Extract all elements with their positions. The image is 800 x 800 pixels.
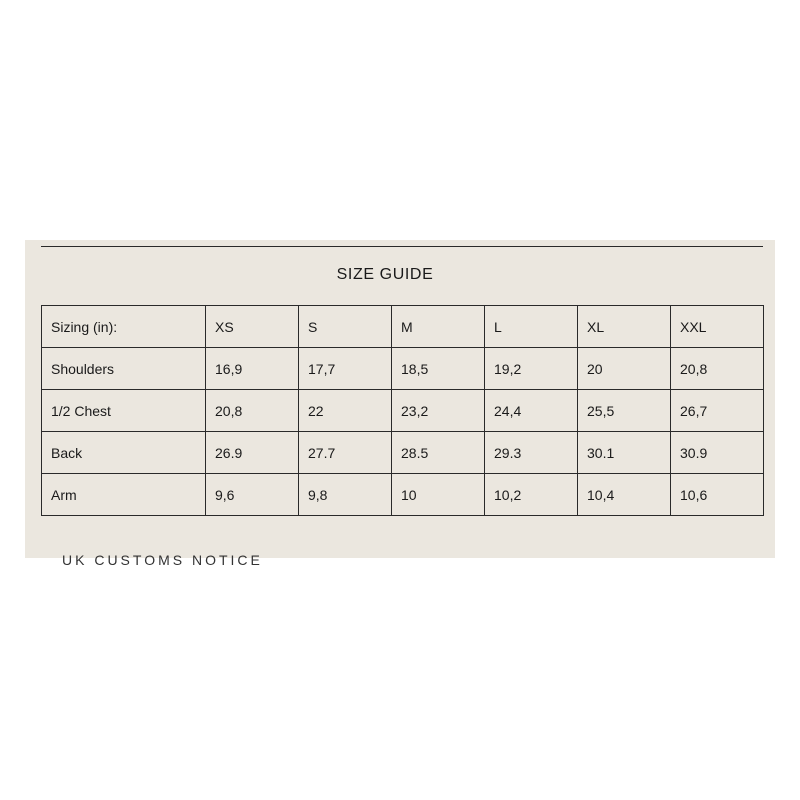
table-cell: 25,5: [578, 390, 671, 432]
row-label: 1/2 Chest: [42, 390, 206, 432]
table-cell: 24,4: [485, 390, 578, 432]
table-cell: 9,6: [206, 474, 299, 516]
table-cell: 18,5: [392, 348, 485, 390]
size-guide-panel: [25, 240, 775, 568]
row-label: Arm: [42, 474, 206, 516]
table-header-row: [42, 306, 764, 348]
table-cell: 27.7: [299, 432, 392, 474]
table-cell: 10,2: [485, 474, 578, 516]
table-cell: 10: [392, 474, 485, 516]
size-table: [41, 305, 764, 516]
divider: [41, 246, 763, 247]
table-row: [42, 474, 764, 516]
table-cell: 17,7: [299, 348, 392, 390]
table-cell: 29.3: [485, 432, 578, 474]
table-cell: 10,6: [671, 474, 764, 516]
table-cell: 22: [299, 390, 392, 432]
table-cell: 20,8: [206, 390, 299, 432]
row-label: Back: [42, 432, 206, 474]
table-cell: 20: [578, 348, 671, 390]
header-cell-s: S: [299, 306, 392, 348]
header-cell-l: L: [485, 306, 578, 348]
row-label: Shoulders: [42, 348, 206, 390]
table-cell: 26,7: [671, 390, 764, 432]
table-cell: 26.9: [206, 432, 299, 474]
table-row: [42, 348, 764, 390]
header-cell-xxl: XXL: [671, 306, 764, 348]
header-cell-xs: XS: [206, 306, 299, 348]
table-row: [42, 390, 764, 432]
table-cell: 30.9: [671, 432, 764, 474]
customs-notice-heading: UK CUSTOMS NOTICE: [62, 552, 263, 568]
table-cell: 16,9: [206, 348, 299, 390]
header-cell-sizing: Sizing (in):: [42, 306, 206, 348]
header-cell-xl: XL: [578, 306, 671, 348]
header-cell-m: M: [392, 306, 485, 348]
table-cell: 19,2: [485, 348, 578, 390]
table-cell: 20,8: [671, 348, 764, 390]
table-cell: 9,8: [299, 474, 392, 516]
table-cell: 28.5: [392, 432, 485, 474]
table-row: [42, 432, 764, 474]
size-guide-title: SIZE GUIDE: [336, 266, 434, 283]
table-cell: 30.1: [578, 432, 671, 474]
table-cell: 23,2: [392, 390, 485, 432]
table-cell: 10,4: [578, 474, 671, 516]
